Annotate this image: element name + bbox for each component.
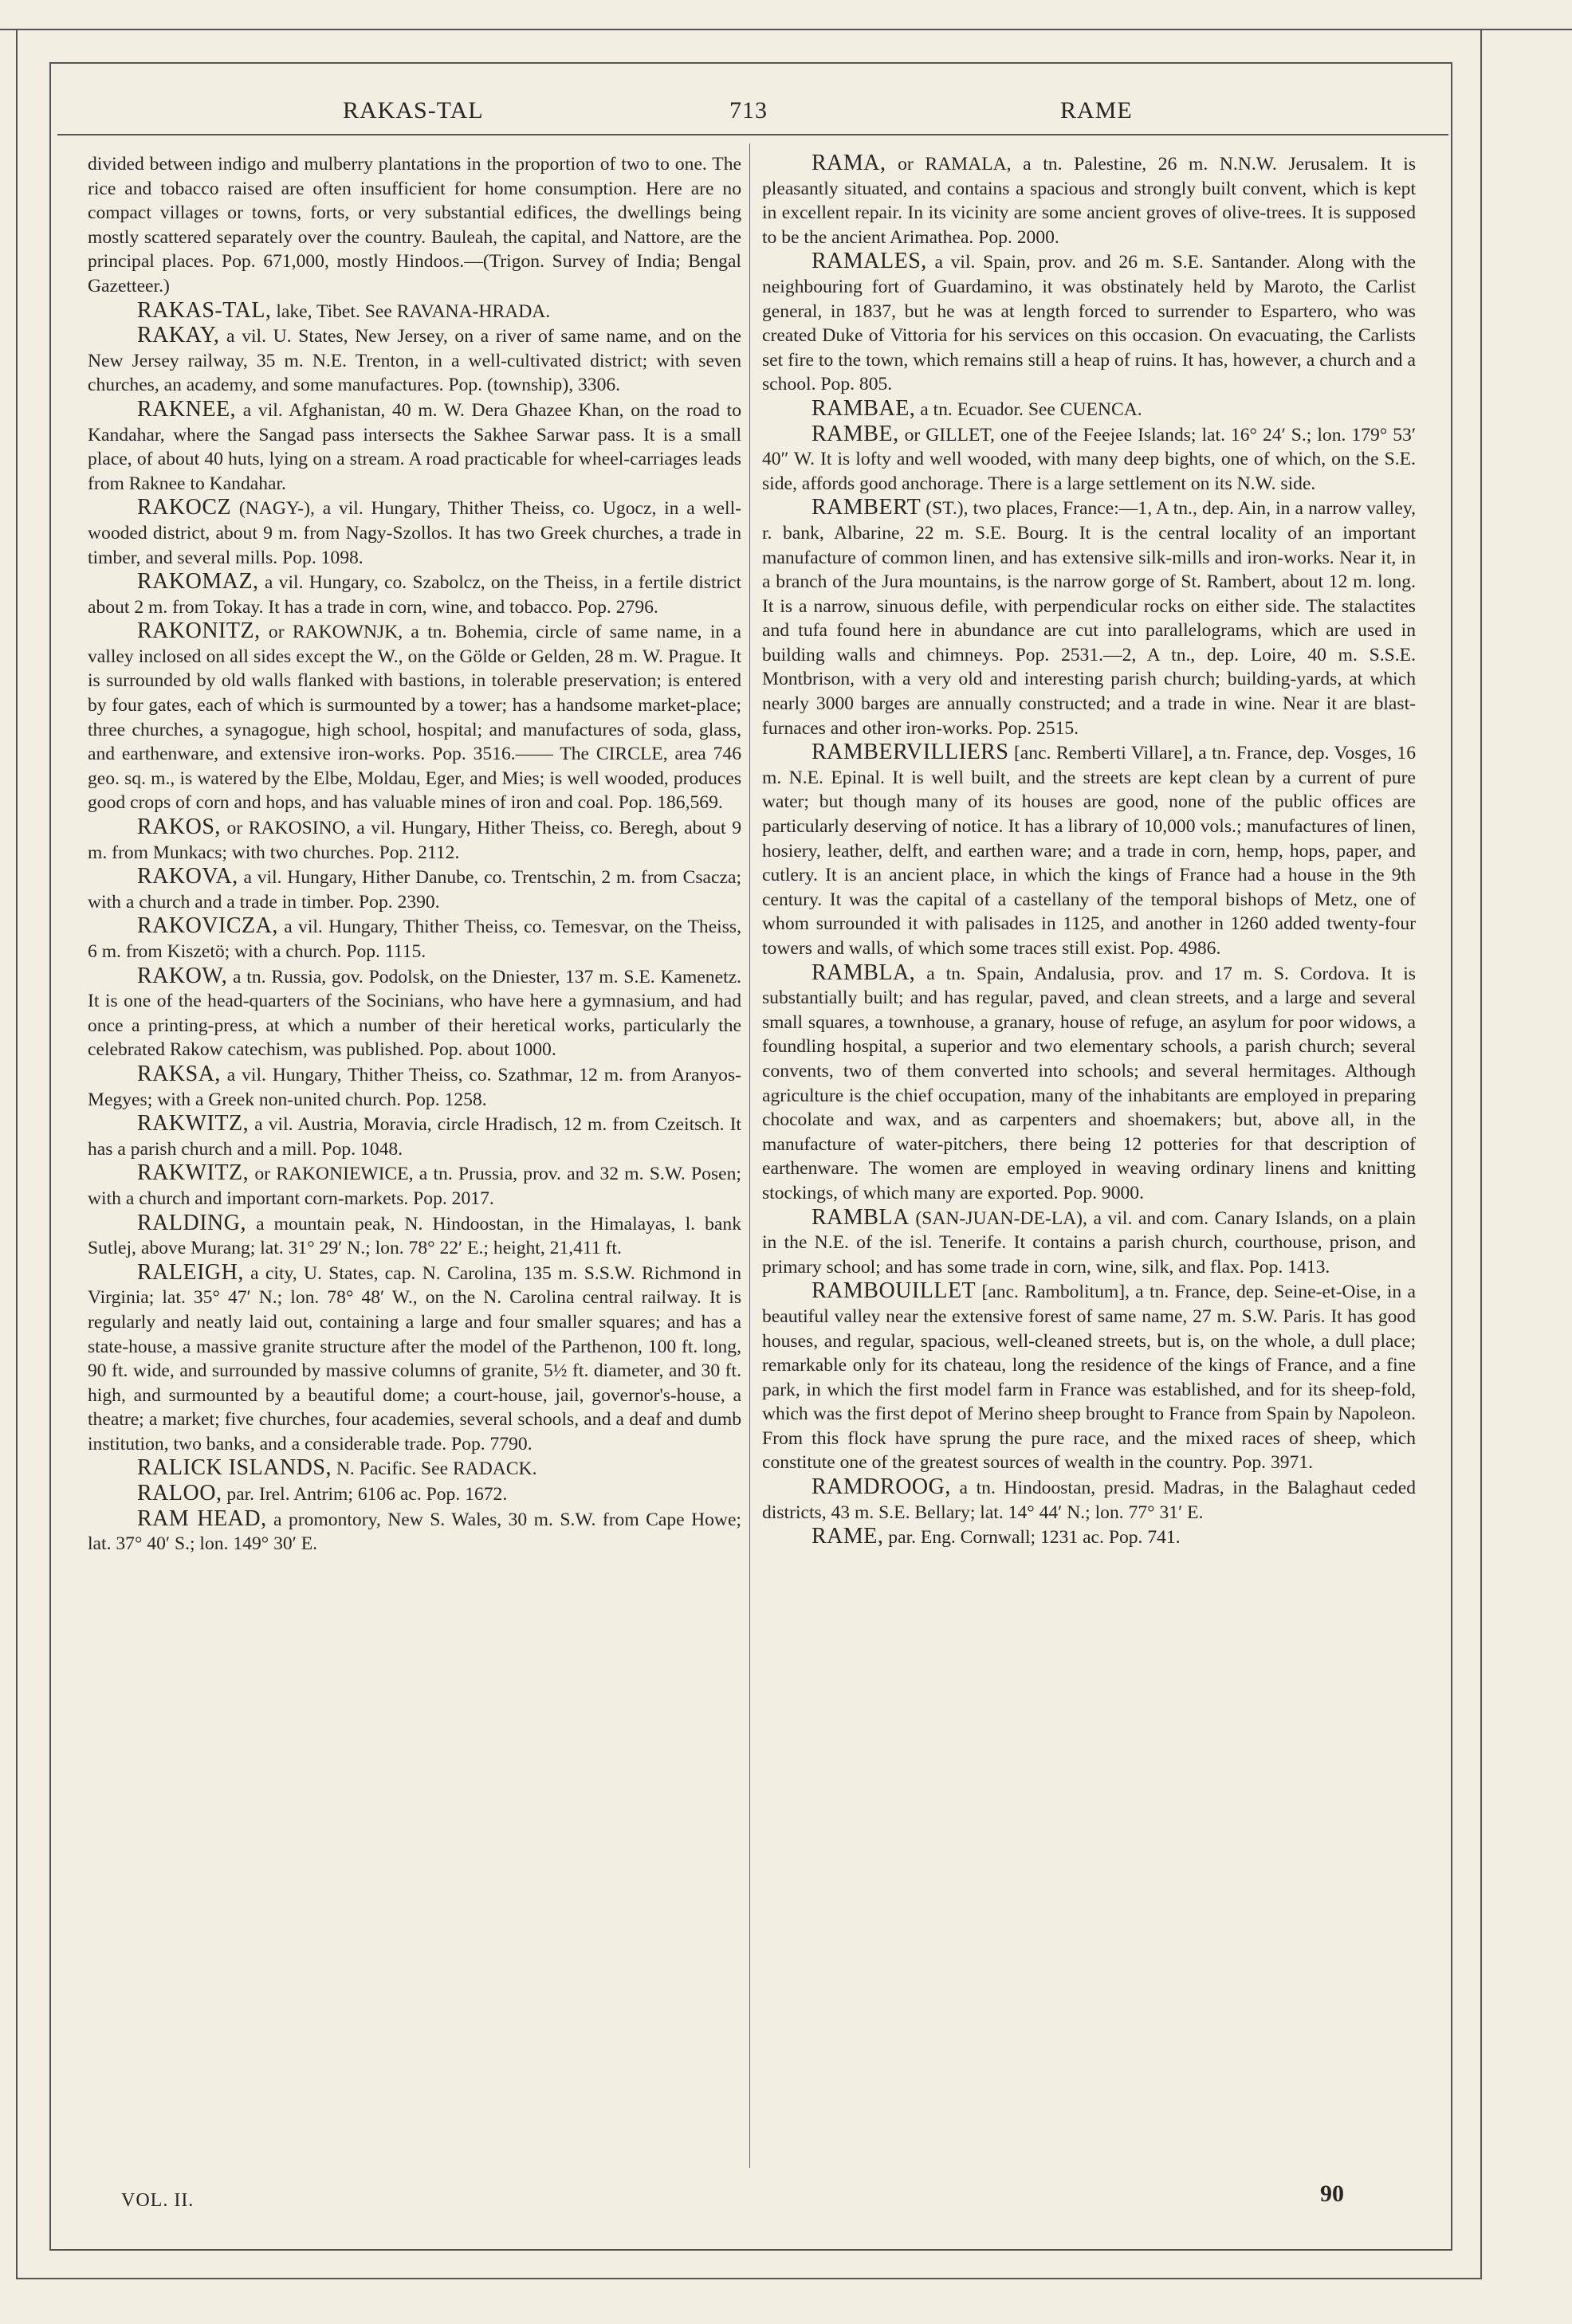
left-column bbox=[88, 151, 741, 1557]
dictionary-entry bbox=[762, 1206, 1416, 1280]
entry-headword: RAMBLA, bbox=[812, 960, 916, 985]
entry-text: a tn. Hindoostan, presid. Madras, in the Balaghaut ceded districts, 43 m. S.E. Bellary; lat. 14° 44′ N.; lon. 77° 31′ E. bbox=[762, 1478, 1416, 1523]
entry-headword: RAKWITZ, bbox=[137, 1160, 250, 1186]
dictionary-entry bbox=[88, 1211, 741, 1261]
dictionary-entry bbox=[762, 397, 1416, 422]
dictionary-entry bbox=[88, 619, 741, 815]
dictionary-entry bbox=[762, 422, 1416, 497]
entry-headword: RALEIGH, bbox=[137, 1259, 244, 1285]
entry-text: (SAN-JUAN-DE-LA), a vil. and com. Canary Islands, on a plain in the N.E. of the isl. Tenerife. It contains a parish church, courthouse, prison, and primary school; and has some trade in corn, wine, silk, and flax. Pop. 1413. bbox=[762, 1207, 1416, 1278]
entry-headword: RAKOCZ bbox=[137, 495, 232, 520]
entry-text: lake, Tibet. See RAVANA-HRADA. bbox=[271, 300, 551, 322]
dictionary-entry bbox=[88, 865, 741, 914]
dictionary-entry bbox=[88, 496, 741, 570]
entry-headword: RAMBERT bbox=[812, 495, 922, 520]
dictionary-entry bbox=[88, 964, 741, 1062]
dictionary-entry bbox=[762, 1525, 1416, 1550]
dictionary-entry bbox=[762, 961, 1416, 1206]
entry-text: (NAGY-), a vil. Hungary, Thither Theiss, co. Ugocz, in a well-wooded district, about 9 m. from Nagy-Szollos. It has two Greek churches, a trade in timber, and several mills. Pop. 1098. bbox=[88, 498, 741, 568]
header-rule bbox=[57, 134, 1448, 135]
right-column bbox=[762, 151, 1416, 1550]
signature-mark: 90 bbox=[1320, 2181, 1344, 2207]
entry-headword: RAKOVICZA, bbox=[137, 913, 278, 939]
entry-text: par. Irel. Antrim; 6106 ac. Pop. 1672. bbox=[222, 1484, 508, 1505]
entry-text: or RAKOSINO, a vil. Hungary, Hither Theiss, co. Beregh, about 9 m. from Munkacs; with two churches. Pop. 2112. bbox=[88, 818, 741, 863]
dictionary-entry bbox=[88, 1507, 741, 1557]
entry-headword: RAKONITZ, bbox=[137, 618, 261, 644]
entry-text: a city, U. States, cap. N. Carolina, 135 m. S.S.W. Richmond in Virginia; lat. 35° 47′ N.; lon. 78° 48′ W., on the N. Carolina central railway. It is regularly and neatly laid out, containing a large and four smaller squares; and has a state-house, a massive granite structure after the model of the Parthenon, 100 ft. long, 90 ft. wide, and surrounded by massive columns of granite, 5½ ft. diameter, and 30 ft. high, and surmounted by a beautiful dome; a court-house, jail, governor's-house, a theatre; a market; five churches, four academies, several schools, and a deaf and dumb institution, two banks, and a considerable trade. Pop. 7790. bbox=[88, 1262, 741, 1454]
entry-headword: RAKWITZ, bbox=[137, 1111, 250, 1136]
entry-headword: RAKNEE, bbox=[137, 396, 237, 422]
dictionary-entry bbox=[88, 1456, 741, 1482]
entry-text: a promontory, New S. Wales, 30 m. S.W. from Cape Howe; lat. 37° 40′ S.; lon. 149° 30′ E. bbox=[88, 1509, 741, 1555]
entry-headword: RAMA, bbox=[812, 151, 886, 175]
entry-text: [anc. Rambolitum], a tn. France, dep. Seine-et-Oise, in a beautiful valley near the extensive forest of same name, 27 m. S.W. Paris. It has good houses, and regular, spacious, well-cleaned streets, but is, on the whole, a dull place; remarkable only for its chateau, long the residence of the kings of France, and a fine park, in which the first model farm in France was established, and for its sheep-fold, which was the first depot of Merino sheep brought to France from Spain by Napoleon. From this flock have sprung the pure race, and the mixed races of sheep, which constitute one of the greatest sources of wealth in the country. Pop. 3971. bbox=[762, 1282, 1416, 1474]
entry-text: a vil. Hungary, Thither Theiss, co. Szathmar, 12 m. from Aranyos-Megyes; with a Greek non-united church. Pop. 1258. bbox=[88, 1064, 741, 1110]
entry-headword: RAMBLA bbox=[812, 1204, 910, 1230]
dictionary-entry bbox=[762, 1279, 1416, 1475]
dictionary-entry bbox=[762, 1475, 1416, 1525]
dictionary-entry bbox=[88, 815, 741, 865]
entry-text: a tn. Russia, gov. Podolsk, on the Dniester, 137 m. S.E. Kamenetz. It is one of the head-quarters of the Socinians, who have here a gymnasium, and had once a printing-press, at which a number of their heretical works, particularly the celebrated Rakow catechism, was published. Pop. about 1000. bbox=[88, 966, 741, 1061]
entry-text: or GILLET, one of the Feejee Islands; lat. 16° 24′ S.; lon. 179° 53′ 40″ W. It is lofty and well wooded, with many deep bights, one of which, on the S.E. side, affords good anchorage. There is a large settlement on its N.W. side. bbox=[762, 424, 1416, 494]
entry-headword: RAME, bbox=[812, 1524, 884, 1549]
dictionary-entry bbox=[88, 151, 741, 299]
entry-text: or RAKONIEWICE, a tn. Prussia, prov. and 32 m. S.W. Posen; with a church and important corn-markets. Pop. 2017. bbox=[88, 1164, 741, 1209]
entry-headword: RALDING, bbox=[137, 1210, 246, 1235]
entry-text: a vil. Austria, Moravia, circle Hradisch, 12 m. from Czeitsch. It has a parish church and a mill. Pop. 1048. bbox=[88, 1114, 741, 1160]
entry-text: par. Eng. Cornwall; 1231 ac. Pop. 741. bbox=[883, 1527, 1181, 1549]
entry-text: a vil. Hungary, Hither Danube, co. Trentschin, 2 m. from Csacza; with a church and a trade in timber. Pop. 2390. bbox=[88, 867, 741, 913]
dictionary-entry bbox=[88, 914, 741, 964]
dictionary-entry bbox=[88, 1261, 741, 1457]
entry-text: a vil. Afghanistan, 40 m. W. Dera Ghazee Khan, on the road to Kandahar, where the Sangad pass intersects the Sakhee Sarwar pass. It is a small place, of about 40 huts, lying on a stream. A road practicable for wheel-carriages leads from Raknee to Kandahar. bbox=[88, 399, 741, 494]
volume-label: VOL. II. bbox=[121, 2190, 195, 2211]
entry-text: (ST.), two places, France:—1, A tn., dep. Ain, in a narrow valley, r. bank, Albarine, 22 m. S.E. Bourg. It is the central locality of an important manufacture of common linen, and has extensive silk-mills and iron-works. Near it, in a branch of the Jura mountains, is the narrow gorge of St. Rambert, about 12 m. long. It is a narrow, sinuous defile, with perpendicular rocks on either side. The stalactites and tufa found here in abundance are cut into parallelograms, which are used in building walls and chimneys. Pop. 2531.—2, A tn., dep. Loire, 40 m. S.S.E. Montbrison, with a very old and interesting parish church; building-yards, at which nearly 3000 barges are annually constructed; and a trade in wine. Near it are blast-furnaces and other iron-works. Pop. 2515. bbox=[762, 498, 1416, 739]
entry-headword: RAMDROOG, bbox=[812, 1474, 951, 1500]
entry-headword: RAKOW, bbox=[137, 963, 228, 988]
page-number: 713 bbox=[729, 97, 768, 124]
entry-text: a vil. Hungary, co. Szabolcz, on the Theiss, in a fertile district about 2 m. from Tokay. It has a trade in corn, wine, and tobacco. Pop. 2796. bbox=[88, 572, 741, 618]
dictionary-entry bbox=[762, 496, 1416, 740]
dictionary-entry bbox=[88, 1112, 741, 1161]
entry-headword: RAM HEAD, bbox=[137, 1505, 267, 1531]
entry-headword: RAMALES, bbox=[812, 249, 927, 274]
dictionary-entry bbox=[88, 324, 741, 398]
entry-headword: RAKOVA, bbox=[137, 864, 238, 889]
dictionary-entry bbox=[762, 740, 1416, 960]
entry-text: a vil. Spain, prov. and 26 m. S.E. Santander. Along with the neighbouring fort of Guardamino, it was obstinately held by Maroto, the Carlist general, in 1837, but he was at length forced to surrender to Espartero, who was created Duke of Vittoria for his services on this occasion. On evacuating, the Carlists set fire to the town, which remains still a heap of ruins. It has, however, a church and a school. Pop. 805. bbox=[762, 252, 1416, 395]
entry-text: or RAKOWNJK, a tn. Bohemia, circle of same name, in a valley inclosed on all sides except the W., on the Gölde or Gelden, 28 m. W. Prague. It is surrounded by old walls flanked with bastions, in tolerable preservation; is entered by four gates, each of which is surmounted by a tower; has a handsome market-place; three churches, a synagogue, high school, hospital; and manufactures of soda, glass, and earthenware, and extensive iron-works. Pop. 3516.—— The CIRCLE, area 746 geo. sq. m., is watered by the Elbe, Moldau, Eger, and Mies; is well wooded, produces good crops of corn and hops, and has valuable mines of iron and coal. Pop. 186,569. bbox=[88, 622, 741, 814]
entry-headword: RALOO, bbox=[137, 1481, 222, 1506]
dictionary-entry bbox=[762, 151, 1416, 249]
column-divider bbox=[749, 143, 750, 2168]
entry-text: a tn. Spain, Andalusia, prov. and 17 m. S. Cordova. It is substantially built; and has regular, paved, and clean streets, and a large and several small squares, a townhouse, a granary, house of refuge, an asylum for poor widows, a foundling hospital, a superior and two elementary schools, a parish church; several convents, two of them converted into schools; and several hermitages. Although agriculture is the chief occupation, many of the inhabitants are employed in preparing chocolate and wax, and as carpenters and shoemakers; but, above all, in the manufacture of water-pitchers, there being 12 potteries for that description of earthenware. The women are employed in weaving ordinary linens and knitting stockings, of which many are exported. Pop. 9000. bbox=[762, 963, 1416, 1203]
dictionary-entry bbox=[88, 398, 741, 496]
entry-text: a vil. Hungary, Thither Theiss, co. Temesvar, on the Theiss, 6 m. from Kiszetö; with a church. Pop. 1115. bbox=[88, 917, 741, 962]
dictionary-entry bbox=[88, 1482, 741, 1507]
dictionary-entry bbox=[88, 570, 741, 619]
entry-text: [anc. Remberti Villare], a tn. France, dep. Vosges, 16 m. N.E. Epinal. It is well built, and the streets are kept clean by a current of pure water; but though many of its houses are good, none of the public offices are particularly deserving of notice. It has a library of 10,000 vols.; manufactures of linen, hosiery, leather, delft, and earthen ware; and a trade in corn, hemp, hops, paper, and cutlery. It is an ancient place, in which the kings of France had a house in the 9th century. It was the capital of a castellany of the temporal bishops of Metz, one of whom surrounded it with palisades in 1125, and another in 1260 added twenty-four towers and walls, of which some traces still exist. Pop. 4986. bbox=[762, 743, 1416, 959]
entry-headword: RAMBERVILLIERS bbox=[812, 740, 1009, 765]
entry-text: a mountain peak, N. Hindoostan, in the Himalayas, l. bank Sutlej, above Murang; lat. 31° 29′ N.; lon. 78° 22′ E.; height, 21,411 ft. bbox=[88, 1213, 741, 1259]
entry-headword: RALICK ISLANDS, bbox=[137, 1455, 332, 1481]
running-head-left: RAKAS-TAL bbox=[343, 97, 484, 124]
dictionary-entry bbox=[88, 1161, 741, 1211]
dictionary-entry bbox=[88, 299, 741, 324]
entry-headword: RAKAS-TAL, bbox=[137, 297, 272, 323]
entry-headword: RAKOS, bbox=[137, 815, 221, 840]
entry-headword: RAMBE, bbox=[812, 421, 899, 446]
entry-text: a vil. U. States, New Jersey, on a river of same name, and on the New Jersey railway, 35 m. N.E. Trenton, in a well-cultivated district; with seven churches, an academy, and some manufactures. Pop. (township), 3306. bbox=[88, 326, 741, 396]
entry-headword: RAKSA, bbox=[137, 1061, 221, 1086]
entry-text: or RAMALA, a tn. Palestine, 26 m. N.N.W. Jerusalem. It is pleasantly situated, and contains a spacious and strongly built convent, which is kept in excellent repair. In its vicinity are some ancient groves of olive-trees. It is supposed to be the ancient Arimathea. Pop. 2000. bbox=[762, 154, 1416, 248]
entry-headword: RAMBOUILLET bbox=[812, 1278, 977, 1304]
dictionary-entry bbox=[762, 249, 1416, 397]
entry-headword: RAKOMAZ, bbox=[137, 569, 259, 595]
entry-text: a tn. Ecuador. See CUENCA. bbox=[915, 398, 1142, 420]
dictionary-entry bbox=[88, 1062, 741, 1112]
running-head-right: RAME bbox=[1060, 97, 1133, 124]
entry-text: divided between indigo and mulberry plantations in the proportion of two to one. The rice and tobacco raised are often insufficient for home consumption. Here are no compact villages or towns, forts, or very substantial edifices, the dwellings being mostly scattered separately over the country. Bauleah, the capital, and Nattore, are the principal places. Pop. 671,000, mostly Hindoos.—(Trigon. Survey of India; Bengal Gazetteer.) bbox=[88, 154, 741, 296]
entry-text: N. Pacific. See RADACK. bbox=[331, 1458, 537, 1480]
entry-headword: RAKAY, bbox=[137, 323, 220, 348]
entry-headword: RAMBAE, bbox=[812, 395, 916, 421]
